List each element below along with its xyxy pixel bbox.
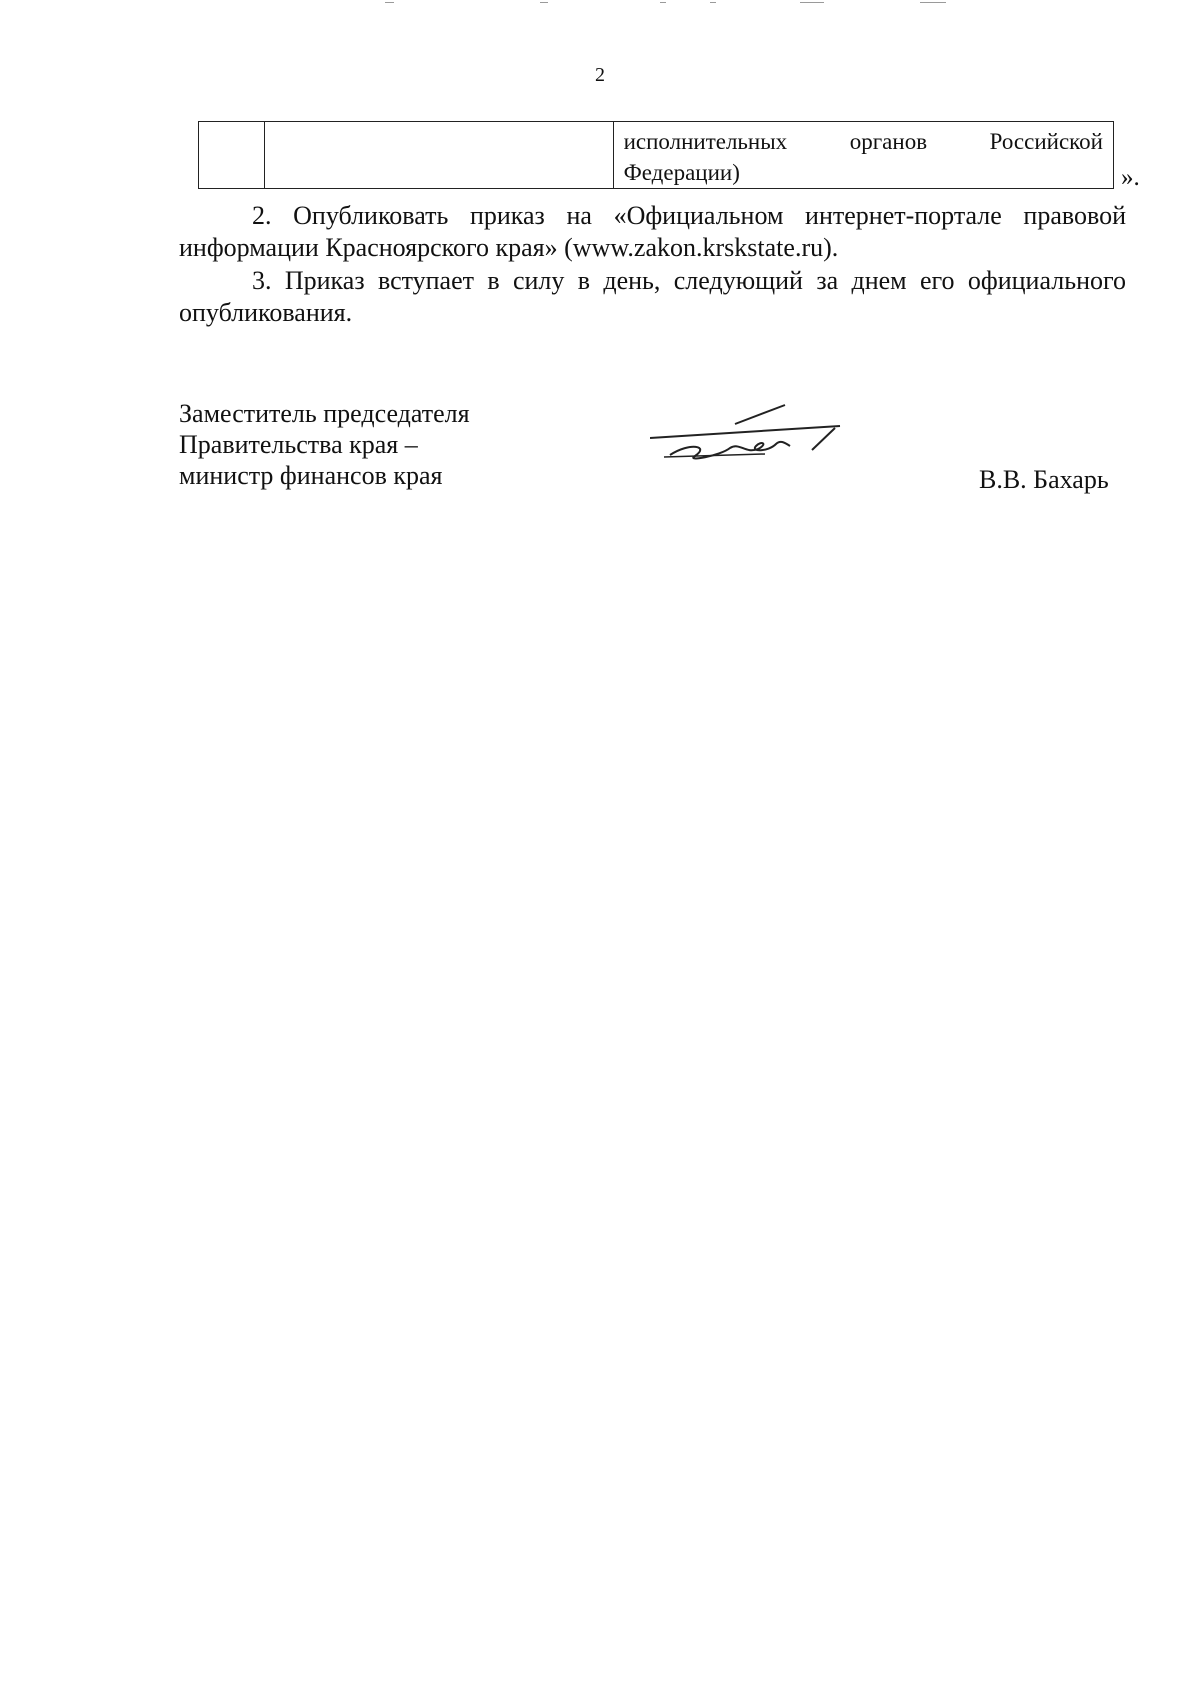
table-row [199, 122, 1114, 189]
position-line: министр финансов края [179, 461, 443, 490]
table-cell-number [199, 122, 265, 189]
cell-word: исполнительных [623, 129, 788, 154]
paragraph-effective-date: 3. Приказ вступает в силу в день, следующий за днем его официального опубликования. [179, 266, 1126, 327]
cell-line-1 [624, 126, 1103, 157]
position-line: Заместитель председателя [179, 399, 470, 428]
table-continuation [198, 121, 1114, 189]
page-number: 2 [595, 64, 605, 86]
table-cell-description [613, 122, 1113, 189]
scan-edge-artifacts [0, 0, 1200, 8]
signatory-name: В.В. Бахарь [979, 465, 1109, 494]
cell-word: Российской [989, 129, 1103, 154]
table [198, 121, 1114, 189]
table-cell-code [265, 122, 613, 189]
cell-word: органов [849, 129, 928, 154]
cell-line-2: Федерации) [623, 160, 740, 185]
signatory-position [179, 398, 470, 491]
position-line: Правительства края – [179, 430, 418, 459]
handwritten-signature [650, 404, 860, 474]
paragraph-publish: 2. Опубликовать приказ на «Официальном интернет-портале правовой информации Красноярского края» (www.zakon.krskstate.ru). [179, 201, 1126, 262]
closing-quote: ». [1121, 164, 1140, 191]
